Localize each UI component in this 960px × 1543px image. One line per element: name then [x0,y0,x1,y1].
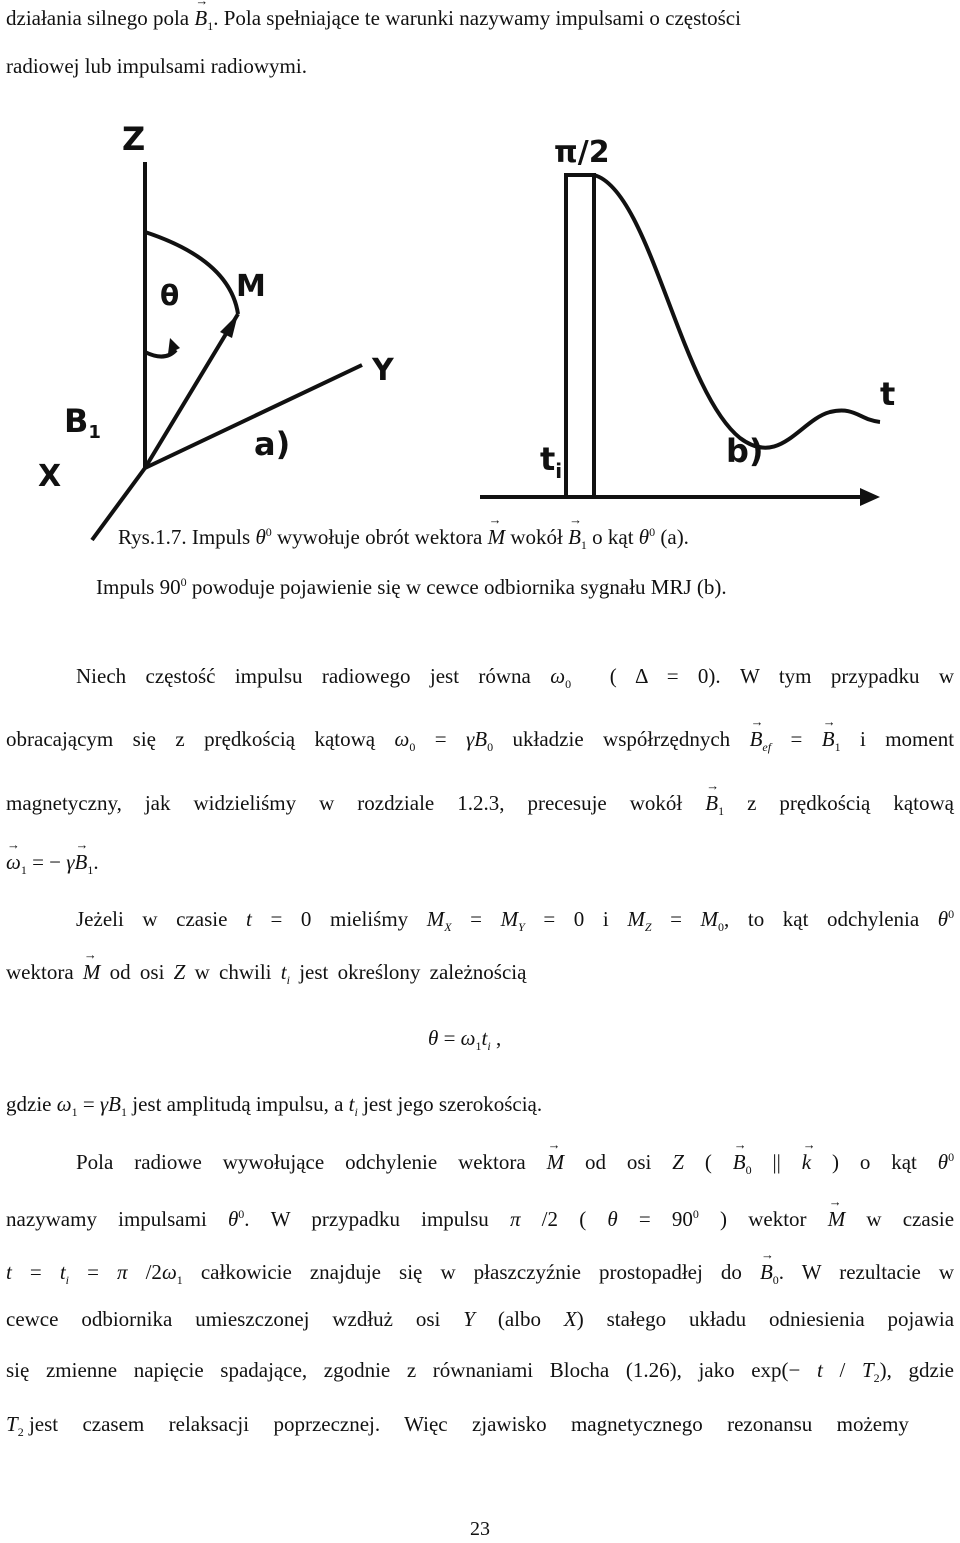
p3-line-5: się zmienne napięcie spadające, zgodnie z równaniami Blocha (1.26), jako $\exp(- t / T_2)$, gdzie [6,1358,954,1386]
gdzie-line: gdzie $\omega_1 = \gamma B_1$ jest amplitudą impulsu, a $t_i$ jest jego szerokością. [6,1092,543,1120]
axis-z-label: Z [122,120,146,158]
p3-line-6: $T_2$ jest czasem relaksacji poprzecznej. Więc zjawisko magnetycznego rezonansu możemy [6,1412,909,1440]
vector-m-label: M [236,269,266,304]
vector-m-arrowhead [220,314,238,338]
time-axis-label: t [880,375,896,413]
intro-line-1: działania silnego pola → $B_1$. Pola spełniające te warunki nazywamy impulsami o częstości [6,4,960,40]
figure-caption-line-2: Impuls $90^0$ powoduje pojawienie się w cewce odbiornika sygnału MRJ (b). [96,575,727,599]
pi-half-label: π/2 [554,135,610,170]
p3-line-2: nazywamy impulsami $\theta^0$. W przypadku impulsu π /2 ( $\theta = 90^0$ ) wektor → M w czasie [6,1200,954,1233]
p1-line-3: magnetyczny, jak widzieliśmy w rozdziale 1.2.3, precesuje wokół → $B_1$ z prędkością kątową [6,789,954,825]
figure-caption-line-1: Rys.1.7. Impuls $\theta^0$ wywołuje obrót wektora → M wokół → $B_1$ o kąt $\theta^0$ (a). [118,518,960,559]
time-axis-arrowhead [860,488,880,506]
p3-line-3: $t = t_i = \pi$ $/2\omega_1$ całkowicie znajduje się w płaszczyźnie prostopadłej do → $B_0$. W rezultacie w [6,1258,954,1294]
p3-line-1: Pola radiowe wywołujące odchylenie wektora → M od osi Z ( → $B_0$ || → k ) o kąt $\theta^0$ [76,1143,954,1184]
p1-line-1: Niech częstość impulsu radiowego jest równa $\omega_0$ ( Δ = 0). W tym przypadku w [76,664,955,692]
p1-line-4: → $\omega_1$ = − $\gamma\to B_1$. [6,848,960,884]
page-number: 23 [470,1518,490,1540]
axis-x-label: X [38,459,62,494]
figure-b-label: b) [726,432,764,470]
axis-y-label: Y [372,353,394,388]
figure-a-label: a) [254,425,291,463]
ti-label: $t_i$ [540,440,563,483]
equation-theta: $\theta = \omega_1t_i$ , [428,1026,502,1054]
b1-symbol: → B [194,4,207,32]
intro-line-2: radiowej lub impulsami radiowymi. [6,54,307,78]
p2-line-2: wektora → M od osi Z w chwili $t_i$ jest określony zależnością [6,958,960,994]
p3-line-4: cewce odbiornika umieszczonej wzdłuż osi Y (albo X) stałego układu odniesienia pojawia [6,1307,955,1331]
theta-label: θ [160,279,180,312]
p2-line-1: Jeżeli w czasie t = 0 mieliśmy $M_X = M_Y = 0$ i $M_Z = M_0$, to kąt odchylenia $\theta^0$ [76,907,955,935]
figure-a-axes [92,162,362,540]
p1-line-2: obracającym się z prędkością kątową $\omega_0 = \gamma B_0$ układzie współrzędnych → $B_{ef}$ = → $B_1$ i moment [6,725,954,761]
b1-label: B1 [64,402,101,443]
